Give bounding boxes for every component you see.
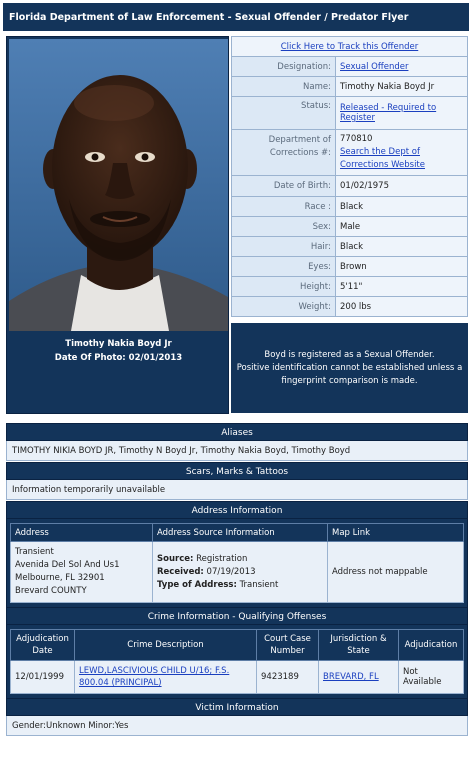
sex-value: Male (336, 217, 468, 237)
crime-row (11, 661, 464, 694)
height-row (232, 277, 468, 297)
doc-link-1: Search the Dept of (340, 147, 420, 157)
crime-col-date-2: Date (32, 646, 53, 656)
status-label: Status: (232, 97, 336, 130)
offender-details-table (231, 36, 468, 317)
address-source-col-header: Address Source Information (153, 524, 328, 542)
crime-grid-wrap (6, 625, 468, 698)
page-title: Florida Department of Law Enforcement - Sexual Offender / Predator Flyer (3, 3, 469, 31)
photo-caption (7, 337, 230, 365)
crime-col-date-1: Adjudication (16, 634, 69, 644)
height-label: Height: (232, 277, 336, 297)
eyes-value: Brown (336, 257, 468, 277)
address-line-1: Transient (15, 547, 54, 557)
hair-label: Hair: (232, 237, 336, 257)
address-grid-wrap (6, 519, 468, 607)
photo-panel (6, 36, 229, 414)
photo-date-label: Date Of Photo: (54, 353, 126, 363)
doc-search-link[interactable] (340, 147, 425, 170)
scars-heading: Scars, Marks & Tattoos (6, 462, 468, 480)
status-link[interactable] (340, 103, 436, 123)
crime-col-juris-2: State (347, 646, 370, 656)
hair-value: Black (336, 237, 468, 257)
notice-line-1: Boyd is registered as a Sexual Offender. (264, 350, 435, 360)
doc-link-2: Corrections Website (340, 160, 425, 170)
map-link-value: Address not mappable (328, 542, 464, 603)
address-heading: Address Information (6, 501, 468, 519)
address-type-label: Type of Address: (157, 579, 237, 590)
track-row (232, 37, 468, 57)
source-label: Source: (157, 553, 194, 564)
height-value: 5'11" (336, 277, 468, 297)
dob-value: 01/02/1975 (336, 176, 468, 197)
designation-label: Designation: (232, 57, 336, 77)
address-col-header: Address (11, 524, 153, 542)
crime-desc-line-1: LEWD,LASCIVIOUS CHILD U/16; F.S. (79, 666, 230, 676)
sex-row (232, 217, 468, 237)
weight-row (232, 297, 468, 317)
crime-desc-line-2: 800.04 (PRINCIPAL) (79, 678, 162, 688)
weight-label: Weight: (232, 297, 336, 317)
aliases-heading: Aliases (6, 423, 468, 441)
sex-label: Sex: (232, 217, 336, 237)
eyes-row (232, 257, 468, 277)
address-table (10, 523, 464, 603)
crime-col-adjudication: Adjudication (399, 630, 464, 661)
race-value: Black (336, 197, 468, 217)
photo-date: 02/01/2013 (128, 353, 183, 363)
designation-row (232, 57, 468, 77)
doc-label-1: Department of (268, 135, 331, 145)
lower-sections (6, 423, 468, 736)
scars-text: Information temporarily unavailable (6, 480, 468, 500)
doc-row (232, 130, 468, 176)
victim-minor-label: Minor: (88, 721, 115, 731)
crime-description-link[interactable] (79, 666, 229, 688)
notice-line-2: Positive identification cannot be established unless a (236, 363, 463, 373)
address-line-3: Melbourne, FL 32901 (15, 573, 105, 583)
crime-case-number: 9423189 (257, 661, 319, 694)
status-row (232, 97, 468, 130)
dob-row (232, 176, 468, 197)
status-line-2: Register (340, 113, 375, 123)
victim-minor: Yes (114, 721, 129, 731)
address-line-4: Brevard COUNTY (15, 586, 87, 596)
portrait-image (9, 39, 228, 331)
name-label: Name: (232, 77, 336, 97)
doc-number: 770810 (340, 134, 373, 144)
victim-gender: Unknown (46, 721, 86, 731)
hair-row (232, 237, 468, 257)
crime-col-juris-1: Jurisdiction & (330, 634, 387, 644)
photo-date-line (7, 351, 230, 365)
source-value: Registration (196, 553, 248, 564)
received-value: 07/19/2013 (206, 566, 256, 577)
victim-info (6, 716, 468, 736)
crime-heading: Crime Information - Qualifying Offenses (6, 607, 468, 625)
doc-label-2: Corrections #: (269, 148, 331, 158)
crime-col-case-2: Number (270, 646, 305, 656)
designation-link[interactable]: Sexual Offender (340, 61, 409, 72)
victim-gender-label: Gender: (12, 721, 47, 731)
eyes-label: Eyes: (232, 257, 336, 277)
received-label: Received: (157, 566, 204, 577)
crime-table (10, 629, 464, 694)
crime-adjudication: Not Available (399, 661, 464, 694)
track-offender-link[interactable]: Click Here to Track this Offender (280, 41, 419, 52)
aliases-text: TIMOTHY NIKIA BOYD JR, Timothy N Boyd Jr, Timothy Nakia Boyd, Timothy Boyd (6, 441, 468, 461)
race-label: Race : (232, 197, 336, 217)
dob-label: Date of Birth: (232, 176, 336, 197)
crime-col-description: Crime Description (75, 630, 257, 661)
map-link-col-header: Map Link (328, 524, 464, 542)
name-row (232, 77, 468, 97)
notice-line-3: fingerprint comparison is made. (281, 376, 418, 386)
address-line-2: Avenida Del Sol And Us1 (15, 560, 120, 570)
race-row (232, 197, 468, 217)
jurisdiction-link[interactable]: BREVARD, FL (323, 672, 379, 682)
crime-col-case-1: Court Case (264, 634, 311, 644)
victim-heading: Victim Information (6, 698, 468, 716)
crime-date: 12/01/1999 (11, 661, 75, 694)
identification-notice (231, 323, 468, 413)
address-row (11, 542, 464, 603)
name-value: Timothy Nakia Boyd Jr (336, 77, 468, 97)
address-type-value: Transient (239, 579, 279, 590)
status-line-1: Released - Required to (340, 103, 437, 113)
photo-name: Timothy Nakia Boyd Jr (65, 339, 172, 349)
weight-value: 200 lbs (336, 297, 468, 317)
offender-photo (9, 39, 228, 331)
